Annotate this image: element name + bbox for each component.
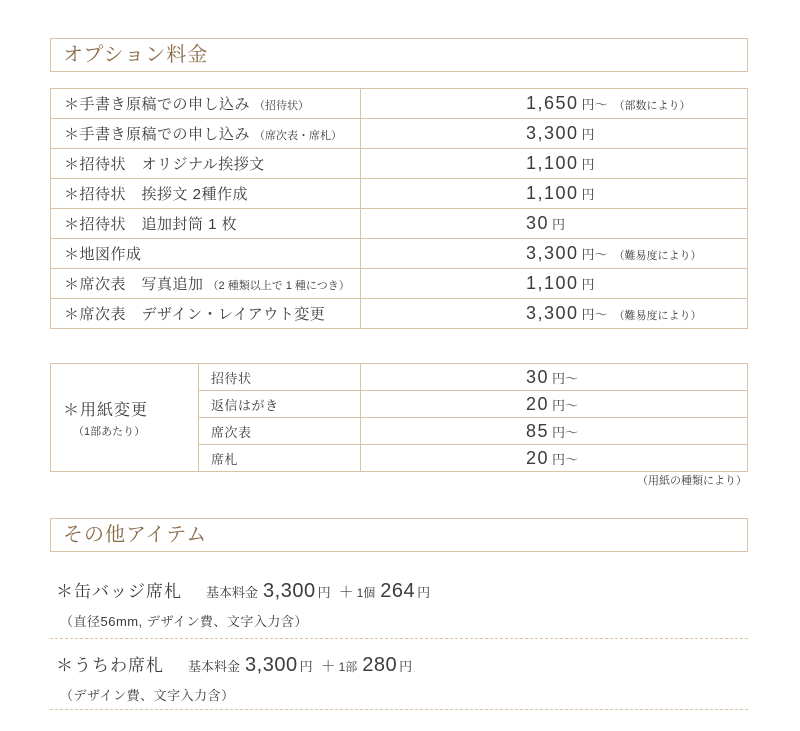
price-value: 1,100	[526, 153, 579, 173]
table-row	[51, 89, 748, 119]
section-header-other-items	[50, 518, 748, 552]
paper-change-note: （1部あたり）	[73, 425, 146, 438]
price-unit: 円	[552, 217, 566, 232]
price-unit: 円～	[552, 424, 579, 440]
price-value: 30	[526, 366, 550, 387]
section-header-option-fees	[50, 38, 748, 72]
base-fee-value: 3,300	[263, 580, 316, 602]
option-label: ＊席次表 写真追加	[64, 276, 204, 293]
paper-change-label: ＊用紙変更	[63, 401, 149, 419]
item-price-line	[56, 651, 412, 677]
price-unit: 円～	[552, 451, 579, 467]
plus-sign: ＋	[320, 658, 336, 675]
table-row	[51, 209, 748, 239]
price-value: 85	[526, 420, 550, 441]
option-price-cell	[361, 269, 748, 299]
option-label-note: （席次表・席札）	[254, 130, 343, 142]
option-label: ＊招待状 追加封筒 1 枚	[64, 216, 238, 233]
paper-price-cell	[361, 418, 748, 445]
table-row	[51, 299, 748, 329]
price-value: 3,300	[526, 123, 579, 143]
plus-sign: ＋	[338, 584, 354, 601]
paper-item-cell	[199, 445, 361, 472]
option-price-cell	[361, 209, 748, 239]
option-label-cell	[51, 269, 361, 299]
price-note: （難易度により）	[613, 310, 702, 322]
item-note: （直径56mm, デザイン費、文字入力含）	[60, 614, 308, 629]
base-fee-label: 基本料金	[188, 659, 241, 674]
option-price-cell	[361, 149, 748, 179]
option-label: ＊招待状 オリジナル挨拶文	[64, 156, 265, 173]
option-label-cell	[51, 149, 361, 179]
option-label-note: （2 種類以上で 1 種につき）	[207, 280, 350, 292]
dashed-divider	[50, 709, 748, 710]
option-price-cell	[361, 179, 748, 209]
price-note: （部数により）	[613, 100, 691, 112]
table-row	[51, 119, 748, 149]
paper-item-cell	[199, 391, 361, 418]
paper-item-cell	[199, 418, 361, 445]
other-item-badge-seating-card	[56, 577, 430, 630]
option-fees-table	[50, 88, 748, 329]
price-unit: 円	[581, 127, 595, 142]
paper-change-table	[50, 363, 748, 472]
paper-price-cell	[361, 445, 748, 472]
option-label-cell	[51, 299, 361, 329]
base-fee-value: 3,300	[245, 654, 298, 676]
paper-item: 返信はがき	[211, 397, 279, 413]
table-row	[51, 149, 748, 179]
add-fee-value: 280	[362, 654, 398, 676]
table-row	[51, 239, 748, 269]
option-label-cell	[51, 239, 361, 269]
paper-price-cell	[361, 391, 748, 418]
section-title-other-items: その他アイテム	[63, 524, 208, 546]
add-fee-unit: 円	[399, 659, 413, 674]
option-label: ＊席次表 デザイン・レイアウト変更	[64, 306, 326, 323]
price-value: 3,300	[526, 243, 579, 263]
section-title-option-fees: オプション料金	[63, 44, 209, 66]
base-fee-unit: 円	[299, 659, 313, 674]
per-count-label: 1部	[338, 660, 358, 674]
price-unit: 円～	[552, 370, 579, 386]
option-label: ＊手書き原稿での申し込み	[64, 126, 251, 143]
add-fee-unit: 円	[417, 585, 431, 600]
add-fee-value: 264	[380, 580, 416, 602]
table-row	[51, 364, 748, 391]
dashed-divider	[50, 638, 748, 639]
option-price-cell	[361, 239, 748, 269]
price-value: 1,100	[526, 273, 579, 293]
paper-item: 招待状	[211, 370, 252, 386]
option-label-cell	[51, 179, 361, 209]
paper-item: 席札	[211, 451, 239, 467]
item-name: ＊うちわ席札	[56, 656, 164, 675]
option-price-cell	[361, 119, 748, 149]
price-note: （難易度により）	[613, 250, 702, 262]
base-fee-unit: 円	[317, 585, 331, 600]
item-price-line	[56, 577, 430, 603]
price-unit: 円～	[581, 247, 608, 262]
base-fee-label: 基本料金	[206, 585, 259, 600]
price-unit: 円～	[581, 97, 608, 112]
price-value: 1,650	[526, 93, 579, 113]
paper-item: 席次表	[211, 424, 252, 440]
option-price-cell	[361, 299, 748, 329]
paper-type-note: （用紙の種類により）	[637, 475, 747, 487]
price-unit: 円～	[552, 397, 579, 413]
paper-change-group-cell	[51, 364, 199, 472]
paper-price-cell	[361, 364, 748, 391]
option-label-note: （招待状）	[254, 100, 310, 112]
price-value: 1,100	[526, 183, 579, 203]
option-label-cell	[51, 89, 361, 119]
price-value: 30	[526, 213, 550, 233]
item-name: ＊缶バッジ席札	[56, 582, 182, 601]
item-note: （デザイン費、文字入力含）	[60, 688, 235, 703]
price-unit: 円	[581, 157, 595, 172]
price-unit: 円	[581, 277, 595, 292]
table-row	[51, 179, 748, 209]
table-row	[51, 269, 748, 299]
other-item-fan-seating-card	[56, 651, 412, 704]
option-label: ＊手書き原稿での申し込み	[64, 96, 251, 113]
price-unit: 円	[581, 187, 595, 202]
price-unit: 円～	[581, 307, 608, 322]
option-label-cell	[51, 119, 361, 149]
option-label-cell	[51, 209, 361, 239]
option-price-cell	[361, 89, 748, 119]
paper-item-cell	[199, 364, 361, 391]
option-label: ＊地図作成	[64, 246, 142, 263]
price-value: 20	[526, 393, 550, 414]
price-value: 3,300	[526, 303, 579, 323]
option-label: ＊招待状 挨拶文 2種作成	[64, 186, 249, 203]
price-value: 20	[526, 447, 550, 468]
per-count-label: 1個	[356, 586, 376, 600]
